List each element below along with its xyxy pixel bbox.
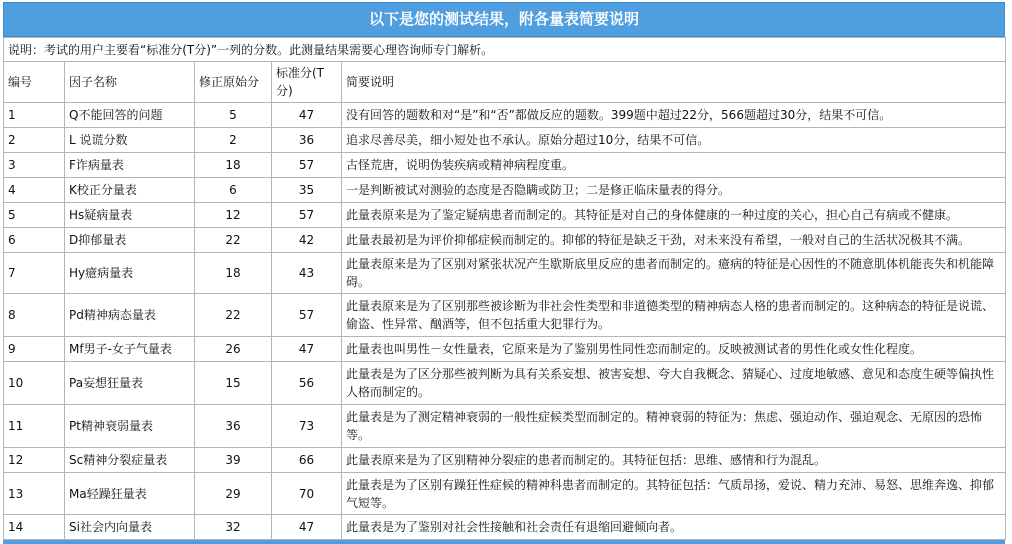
row-description: 古怪荒唐，说明伪装疾病或精神病程度重。: [342, 153, 1006, 178]
row-description: 此量表也叫男性－女性量表，它原来是为了鉴别男性同性恋而制定的。反映被测试者的男性化或女性化程度。: [342, 337, 1006, 362]
row-t-score: 35: [272, 178, 342, 203]
row-t-score: 57: [272, 294, 342, 337]
row-t-score: 57: [272, 203, 342, 228]
row-t-score: 47: [272, 515, 342, 540]
table-header-row: [4, 62, 1006, 103]
row-id: 6: [4, 228, 65, 253]
row-factor-name: Ma轻躁狂量表: [65, 473, 195, 515]
row-raw-score: 18: [195, 253, 272, 294]
table-row: [4, 203, 1006, 228]
row-raw-score: 12: [195, 203, 272, 228]
row-description: 没有回答的题数和对“是”和“否”都做反应的题数。399题中超过22分，566题超过30分，结果不可信。: [342, 103, 1006, 128]
row-description: 一是判断被试对测验的态度是否隐瞒或防卫；二是修正临床量表的得分。: [342, 178, 1006, 203]
table-row: [4, 405, 1006, 448]
row-factor-name: K校正分量表: [65, 178, 195, 203]
row-description: 此量表原来是为了区别精神分裂症的患者而制定的。其特征包括：思维、感情和行为混乱。: [342, 448, 1006, 473]
row-id: 14: [4, 515, 65, 540]
table-row: [4, 228, 1006, 253]
table-row: [4, 128, 1006, 153]
row-factor-name: Hs疑病量表: [65, 203, 195, 228]
row-factor-name: Si社会内向量表: [65, 515, 195, 540]
row-id: 13: [4, 473, 65, 515]
row-id: 11: [4, 405, 65, 448]
row-t-score: 43: [272, 253, 342, 294]
header-t-score: 标准分(T分): [272, 62, 342, 103]
table-row: [4, 362, 1006, 405]
row-t-score: 57: [272, 153, 342, 178]
row-description: 此量表是为了鉴别对社会性接触和社会责任有退缩回避倾向者。: [342, 515, 1006, 540]
row-t-score: 70: [272, 473, 342, 515]
explanation-note: 说明：考试的用户主要看“标准分(T分)”一列的分数。此测量结果需要心理咨询师专门解析。: [4, 38, 1006, 62]
row-id: 9: [4, 337, 65, 362]
row-description: 此量表原来是为了区别那些被诊断为非社会性类型和非道德类型的精神病态人格的患者而制定的。这种病态的特征是说谎、偷盗、性异常、酗酒等，但不包括重大犯罪行为。: [342, 294, 1006, 337]
table-row: [4, 515, 1006, 540]
row-id: 7: [4, 253, 65, 294]
row-id: 2: [4, 128, 65, 153]
header-description: 简要说明: [342, 62, 1006, 103]
header-raw-score: 修正原始分: [195, 62, 272, 103]
row-raw-score: 39: [195, 448, 272, 473]
row-raw-score: 22: [195, 228, 272, 253]
row-factor-name: L 说谎分数: [65, 128, 195, 153]
row-raw-score: 15: [195, 362, 272, 405]
row-id: 4: [4, 178, 65, 203]
row-id: 12: [4, 448, 65, 473]
table-row: [4, 253, 1006, 294]
table-row: [4, 178, 1006, 203]
row-raw-score: 29: [195, 473, 272, 515]
row-raw-score: 32: [195, 515, 272, 540]
row-t-score: 56: [272, 362, 342, 405]
row-description: 此量表是为了测定精神衰弱的一般性症候类型而制定的。精神衰弱的特征为：焦虑、强迫动作、强迫观念、无原因的恐怖等。: [342, 405, 1006, 448]
row-t-score: 47: [272, 337, 342, 362]
row-factor-name: F诈病量表: [65, 153, 195, 178]
row-factor-name: Hy癔病量表: [65, 253, 195, 294]
row-factor-name: Pa妄想狂量表: [65, 362, 195, 405]
table-row: [4, 473, 1006, 515]
row-raw-score: 26: [195, 337, 272, 362]
row-raw-score: 18: [195, 153, 272, 178]
row-factor-name: Mf男子-女子气量表: [65, 337, 195, 362]
row-id: 10: [4, 362, 65, 405]
row-raw-score: 5: [195, 103, 272, 128]
row-t-score: 36: [272, 128, 342, 153]
row-description: 此量表原来是为了区别对紧张状况产生歇斯底里反应的患者而制定的。癔病的特征是心因性的不随意肌体机能丧失和机能障碍。: [342, 253, 1006, 294]
row-t-score: 47: [272, 103, 342, 128]
row-factor-name: Pd精神病态量表: [65, 294, 195, 337]
row-raw-score: 6: [195, 178, 272, 203]
row-id: 3: [4, 153, 65, 178]
results-title: 以下是您的测试结果，附各量表简要说明: [3, 2, 1005, 37]
results-table: [3, 37, 1006, 540]
row-description: 此量表最初是为评价抑郁症候而制定的。抑郁的特征是缺乏干劲，对未来没有希望，一般对自己的生活状况极其不满。: [342, 228, 1006, 253]
row-t-score: 42: [272, 228, 342, 253]
row-raw-score: 22: [195, 294, 272, 337]
table-row: [4, 294, 1006, 337]
header-factor-name: 因子名称: [65, 62, 195, 103]
row-raw-score: 2: [195, 128, 272, 153]
row-description: 此量表是为了区别有躁狂性症候的精神科患者而制定的。其特征包括：气质昂扬，爱说、精力充沛、易怒、思维奔逸、抑郁气短等。: [342, 473, 1006, 515]
row-factor-name: D抑郁量表: [65, 228, 195, 253]
row-t-score: 66: [272, 448, 342, 473]
row-raw-score: 36: [195, 405, 272, 448]
row-id: 8: [4, 294, 65, 337]
bottom-bar: [3, 540, 1005, 544]
row-description: 此量表原来是为了鉴定疑病患者而制定的。其特征是对自己的身体健康的一种过度的关心，担心自己有病或不健康。: [342, 203, 1006, 228]
table-row: [4, 153, 1006, 178]
row-factor-name: Sc精神分裂症量表: [65, 448, 195, 473]
table-row: [4, 337, 1006, 362]
table-row: [4, 448, 1006, 473]
row-factor-name: Pt精神衰弱量表: [65, 405, 195, 448]
row-t-score: 73: [272, 405, 342, 448]
row-factor-name: Q不能回答的问题: [65, 103, 195, 128]
row-id: 5: [4, 203, 65, 228]
header-id: 编号: [4, 62, 65, 103]
row-id: 1: [4, 103, 65, 128]
table-row: [4, 103, 1006, 128]
row-description: 此量表是为了区分那些被判断为具有关系妄想、被害妄想、夸大自我概念、猜疑心、过度地敏感、意见和态度生硬等偏执性人格而制定的。: [342, 362, 1006, 405]
row-description: 追求尽善尽美，细小短处也不承认。原始分超过10分，结果不可信。: [342, 128, 1006, 153]
results-panel: [3, 2, 1005, 544]
